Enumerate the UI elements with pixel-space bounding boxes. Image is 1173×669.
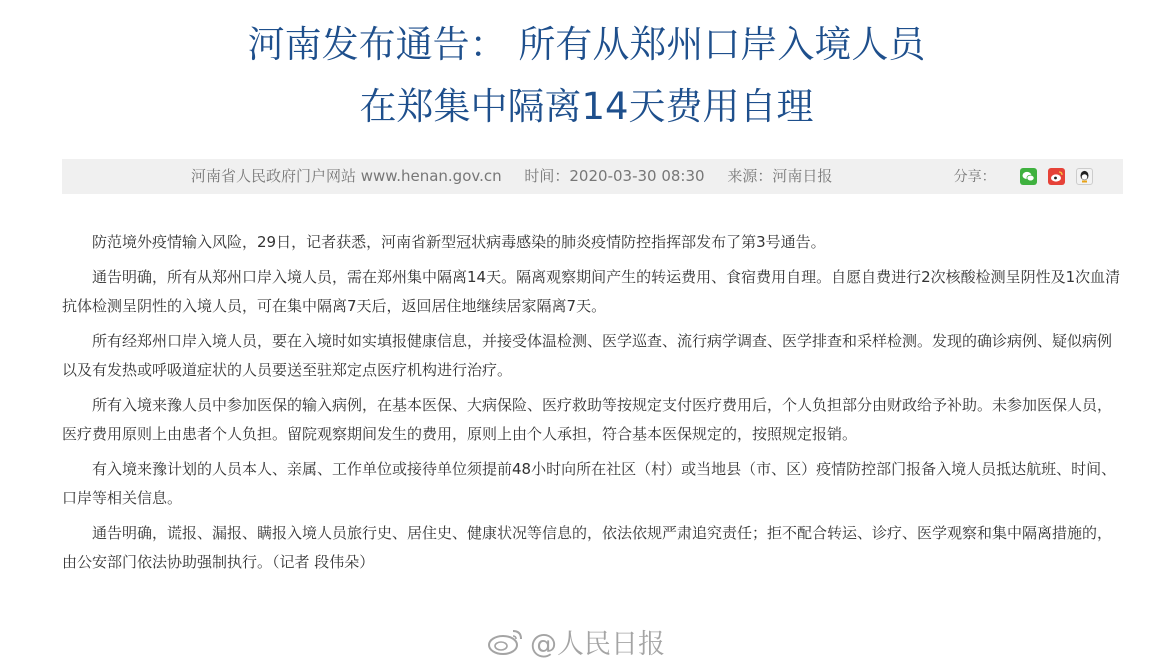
- article-paragraph-4: 所有入境来豫人员中参加医保的输入病例，在基本医保、大病保险、医疗救助等按规定支付医疗费用后，个人负担部分由财政给予补助。未参加医保人员，医疗费用原则上由患者个人负担。留院观察期间发生的费用，原则上由个人承担，符合基本医保规定的，按照规定报销。: [62, 396, 1113, 443]
- wechat-icon[interactable]: [1020, 168, 1037, 185]
- article-paragraph-6: 通告明确，谎报、漏报、瞒报入境人员旅行史、居住史、健康状况等信息的，依法依规严肃追究责任；拒不配合转运、诊疗、医学观察和集中隔离措施的，由公安部门依法协助强制执行。（记者 段伟朵）: [62, 524, 1113, 571]
- title-line-2: 在郑集中隔离14天费用自理: [359, 85, 814, 128]
- qq-icon[interactable]: [1076, 168, 1093, 185]
- article-paragraph-2: 通告明确，所有从郑州口岸入境人员，需在郑州集中隔离14天。隔离观察期间产生的转运费用、食宿费用自理。自愿自费进行2次核酸检测呈阴性及1次血清抗体检测呈阴性的入境人员，可在集中隔离7天后，返回居住地继续居家隔离7天。: [62, 268, 1121, 315]
- watermark: [486, 624, 665, 658]
- weibo-watermark-icon: [486, 626, 524, 656]
- meta-site[interactable]: 河南省人民政府门户网站 www.henan.gov.cn: [191, 167, 502, 185]
- title-line-1: 河南发布通告： 所有从郑州口岸入境人员: [247, 23, 926, 66]
- meta-time: 时间：2020-03-30 08:30: [524, 167, 705, 185]
- meta-source: 来源：河南日报: [727, 167, 833, 185]
- watermark-text: @人民日报: [530, 628, 665, 660]
- article-paragraph-1: 防范境外疫情输入风险，29日，记者获悉，河南省新型冠状病毒感染的肺炎疫情防控指挥部发布了第3号通告。: [92, 233, 826, 251]
- article-meta-bar: [62, 159, 1123, 194]
- share-bar: [954, 159, 1093, 195]
- article-paragraph-3: 所有经郑州口岸入境人员，要在入境时如实填报健康信息，并接受体温检测、医学巡查、流行病学调查、医学排查和采样检测。发现的确诊病例、疑似病例以及有发热或呼吸道症状的人员要送至驻郑定点医疗机构进行治疗。: [62, 332, 1113, 379]
- article-paragraph-5: 有入境来豫计划的人员本人、亲属、工作单位或接待单位须提前48小时向所在社区（村）或当地县（市、区）疫情防控部门报备入境人员抵达航班、时间、口岸等相关信息。: [62, 460, 1117, 507]
- share-label: 分享：: [953, 169, 996, 185]
- weibo-icon[interactable]: [1048, 168, 1065, 185]
- article-meta-info: [191, 159, 850, 194]
- page-title: [0, 14, 1173, 138]
- article-body: [62, 228, 1122, 583]
